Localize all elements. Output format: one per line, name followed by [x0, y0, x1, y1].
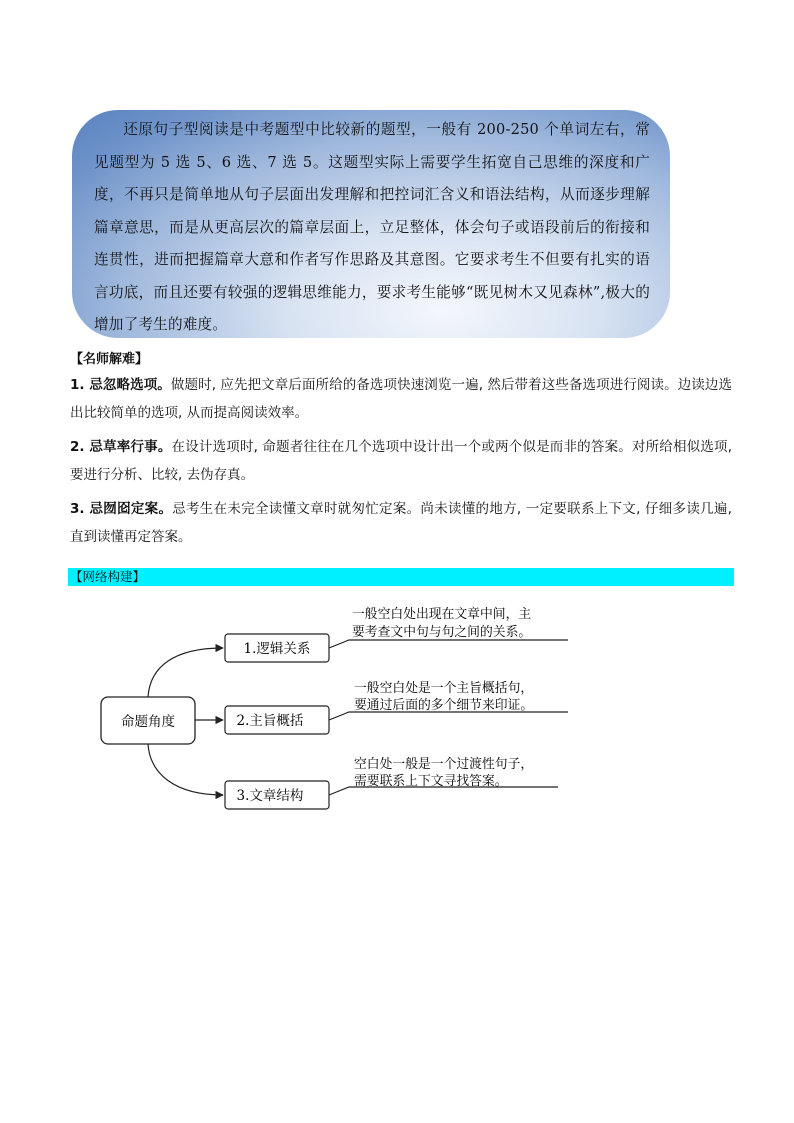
- connector-3: [148, 744, 223, 795]
- branch-note-3b: 需要联系上下文寻找答案。: [354, 774, 508, 789]
- tip-text: 在设计选项时, 命题者往往在几个选项中设计出一个或两个似是而非的答案。对所给相似选项, 要进行分析、比较, 去伪存真。: [70, 439, 732, 483]
- branch-label-3: 3.文章结构: [236, 788, 304, 804]
- network-section-title: 【网络构建】: [68, 568, 734, 586]
- branch-note-3a: 空白处一般是一个过渡性句子，: [354, 757, 534, 772]
- branch-label-1: 1.逻辑关系: [243, 641, 311, 657]
- note-line-1: [329, 640, 568, 648]
- tip-label: 2. 忌草率行事。: [70, 439, 172, 455]
- tips-list: [70, 372, 732, 558]
- branch-note-1b: 要考查文中句与句之间的关系。: [352, 625, 532, 640]
- intro-callout: [72, 110, 670, 338]
- tip-label: 1. 忌忽略选项。: [70, 377, 171, 393]
- connector-1: [148, 648, 223, 697]
- tip-text: 做题时, 应先把文章后面所给的备选项快速浏览一遍, 然后带着这些备选项进行阅读。边读边选出比较简单的选项, 从而提高阅读效率。: [70, 377, 732, 421]
- tip-item: [70, 372, 732, 427]
- tip-item: [70, 496, 732, 551]
- branch-note-2a: 一般空白处是一个主旨概括句，: [354, 681, 534, 696]
- mindmap-diagram: [0, 596, 794, 816]
- tip-text: 忌考生在未完全读懂文章时就匆忙定案。尚未读懂的地方, 一定要联系上下文, 仔细多读几遍, 直到读懂再定答案。: [70, 501, 732, 545]
- mindmap-root-label: 命题角度: [121, 714, 175, 730]
- tips-section-title: 【名师解难】: [70, 352, 149, 367]
- tip-item: [70, 434, 732, 489]
- intro-paragraph: 还原句子型阅读是中考题型中比较新的题型，一般有 200-250 个单词左右，常见题型为 5 选 5、6 选、7 选 5。这题型实际上需要学生拓宽自己思维的深度和广度，不再只是简单地从句子层面出发理解和把控词汇含义和语法结构，从而逐步理解篇章意思，而是从更高层次的篇章层面上，立足整体，体会句子或语段前后的衔接和连贯性，进而把握篇章大意和作者写作思路及其意图。它要求考生不但要有扎实的语言功底，而且还要有较强的逻辑思维能力，要求考生能够“既见树木又见森林”,极大的增加了考生的难度。: [94, 121, 650, 333]
- note-line-2: [329, 712, 568, 720]
- branch-note-1a: 一般空白处出现在文章中间，主: [352, 607, 532, 622]
- branch-note-2b: 要通过后面的多个细节来印证。: [354, 698, 534, 713]
- tip-label: 3. 忌囫囵定案。: [70, 501, 173, 517]
- branch-label-2: 2.主旨概括: [236, 713, 304, 729]
